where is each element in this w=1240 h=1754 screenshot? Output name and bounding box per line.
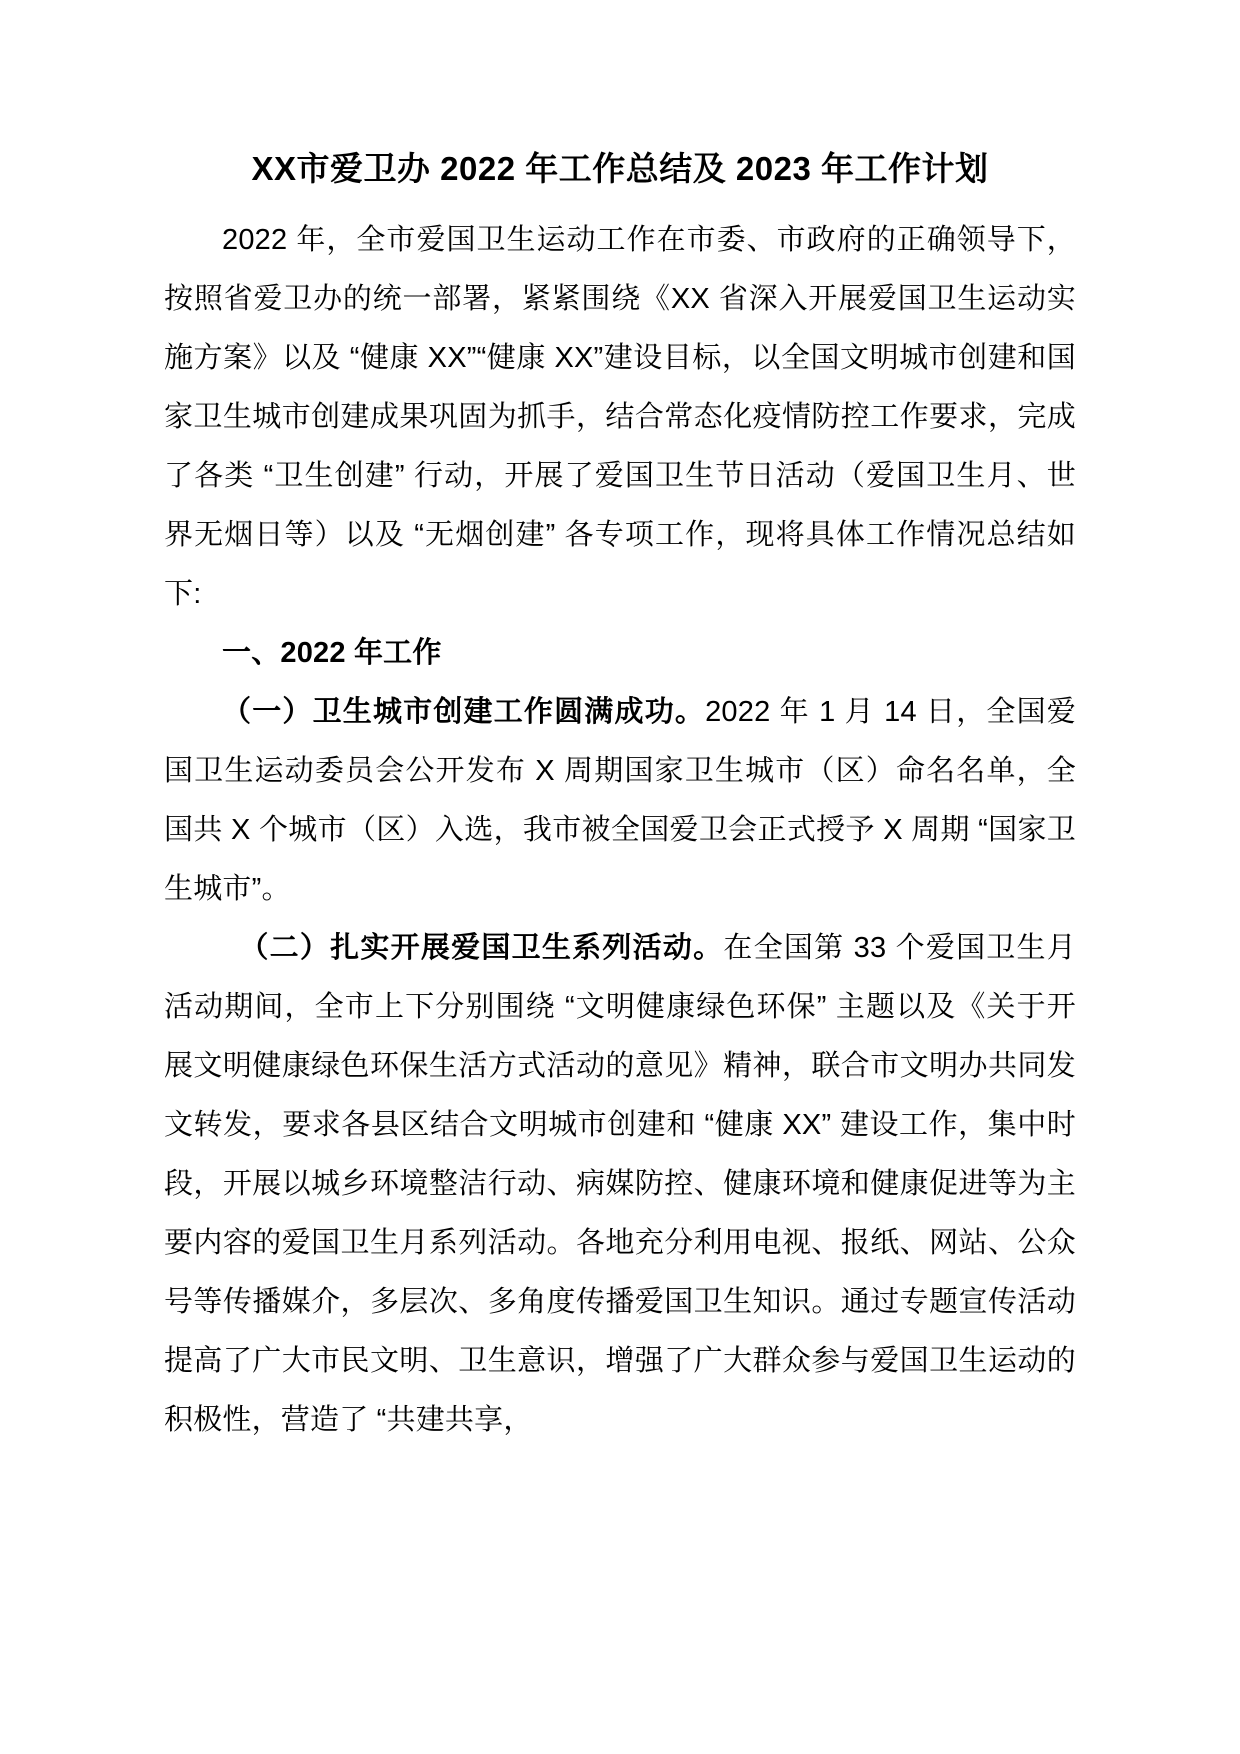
document-body bbox=[164, 0, 1076, 1450]
page-title: XX市爱卫办 2022 年工作总结及 2023 年工作计划 bbox=[251, 150, 989, 187]
item-1-lead: （一）卫生城市创建工作圆满成功。 bbox=[222, 695, 706, 728]
item-2-paragraph bbox=[164, 919, 1076, 1450]
intro-paragraph: 2022 年，全市爱国卫生运动工作在市委、市政府的正确领导下，按照省爱卫办的统一部署，紧紧围绕《XX 省深入开展爱国卫生运动实施方案》以及 “健康 XX”“健康 XX”建设目标，以全国文明城市创建和国家卫生城市创建成果巩固为抓手，结合常态化疫情防控工作要求，完成了各类 “卫生创建” 行动，开展了爱国卫生节日活动（爱国卫生月、世界无烟日等）以及 “无烟创建” 各专项工作，现将具体工作情况总结如下: bbox=[164, 223, 1076, 610]
item-2-body: 在全国第 33 个爱国卫生月活动期间，全市上下分别围绕 “文明健康绿色环保” 主题以及《关于开展文明健康绿色环保生活方式活动的意见》精神，联合市文明办共同发文转发，要求各县区结合文明城市创建和 “健康 XX” 建设工作，集中时段，开展以城乡环境整洁行动、病媒防控、健康环境和健康促进等为主要内容的爱国卫生月系列活动。各地充分利用电视、报纸、网站、公众号等传播媒介，多层次、多角度传播爱国卫生知识。通过专题宣传活动提高了广大市民文明、卫生意识，增强了广大群众参与爱国卫生运动的积极性，营造了 “共建共享， bbox=[164, 931, 1077, 1436]
section-heading-1: 一、2022 年工作 bbox=[222, 636, 442, 669]
item-1-body: 2022 年 1 月 14 日，全国爱国卫生运动委员会公开发布 X 周期国家卫生城市（区）命名名单，全国共 X 个城市（区）入选，我市被全国爱卫会正式授予 X 周期 “国家卫生城市”。 bbox=[164, 695, 1076, 905]
item-2-lead: （二）扎实开展爱国卫生系列活动。 bbox=[239, 931, 724, 964]
item-1-paragraph bbox=[164, 683, 1076, 919]
